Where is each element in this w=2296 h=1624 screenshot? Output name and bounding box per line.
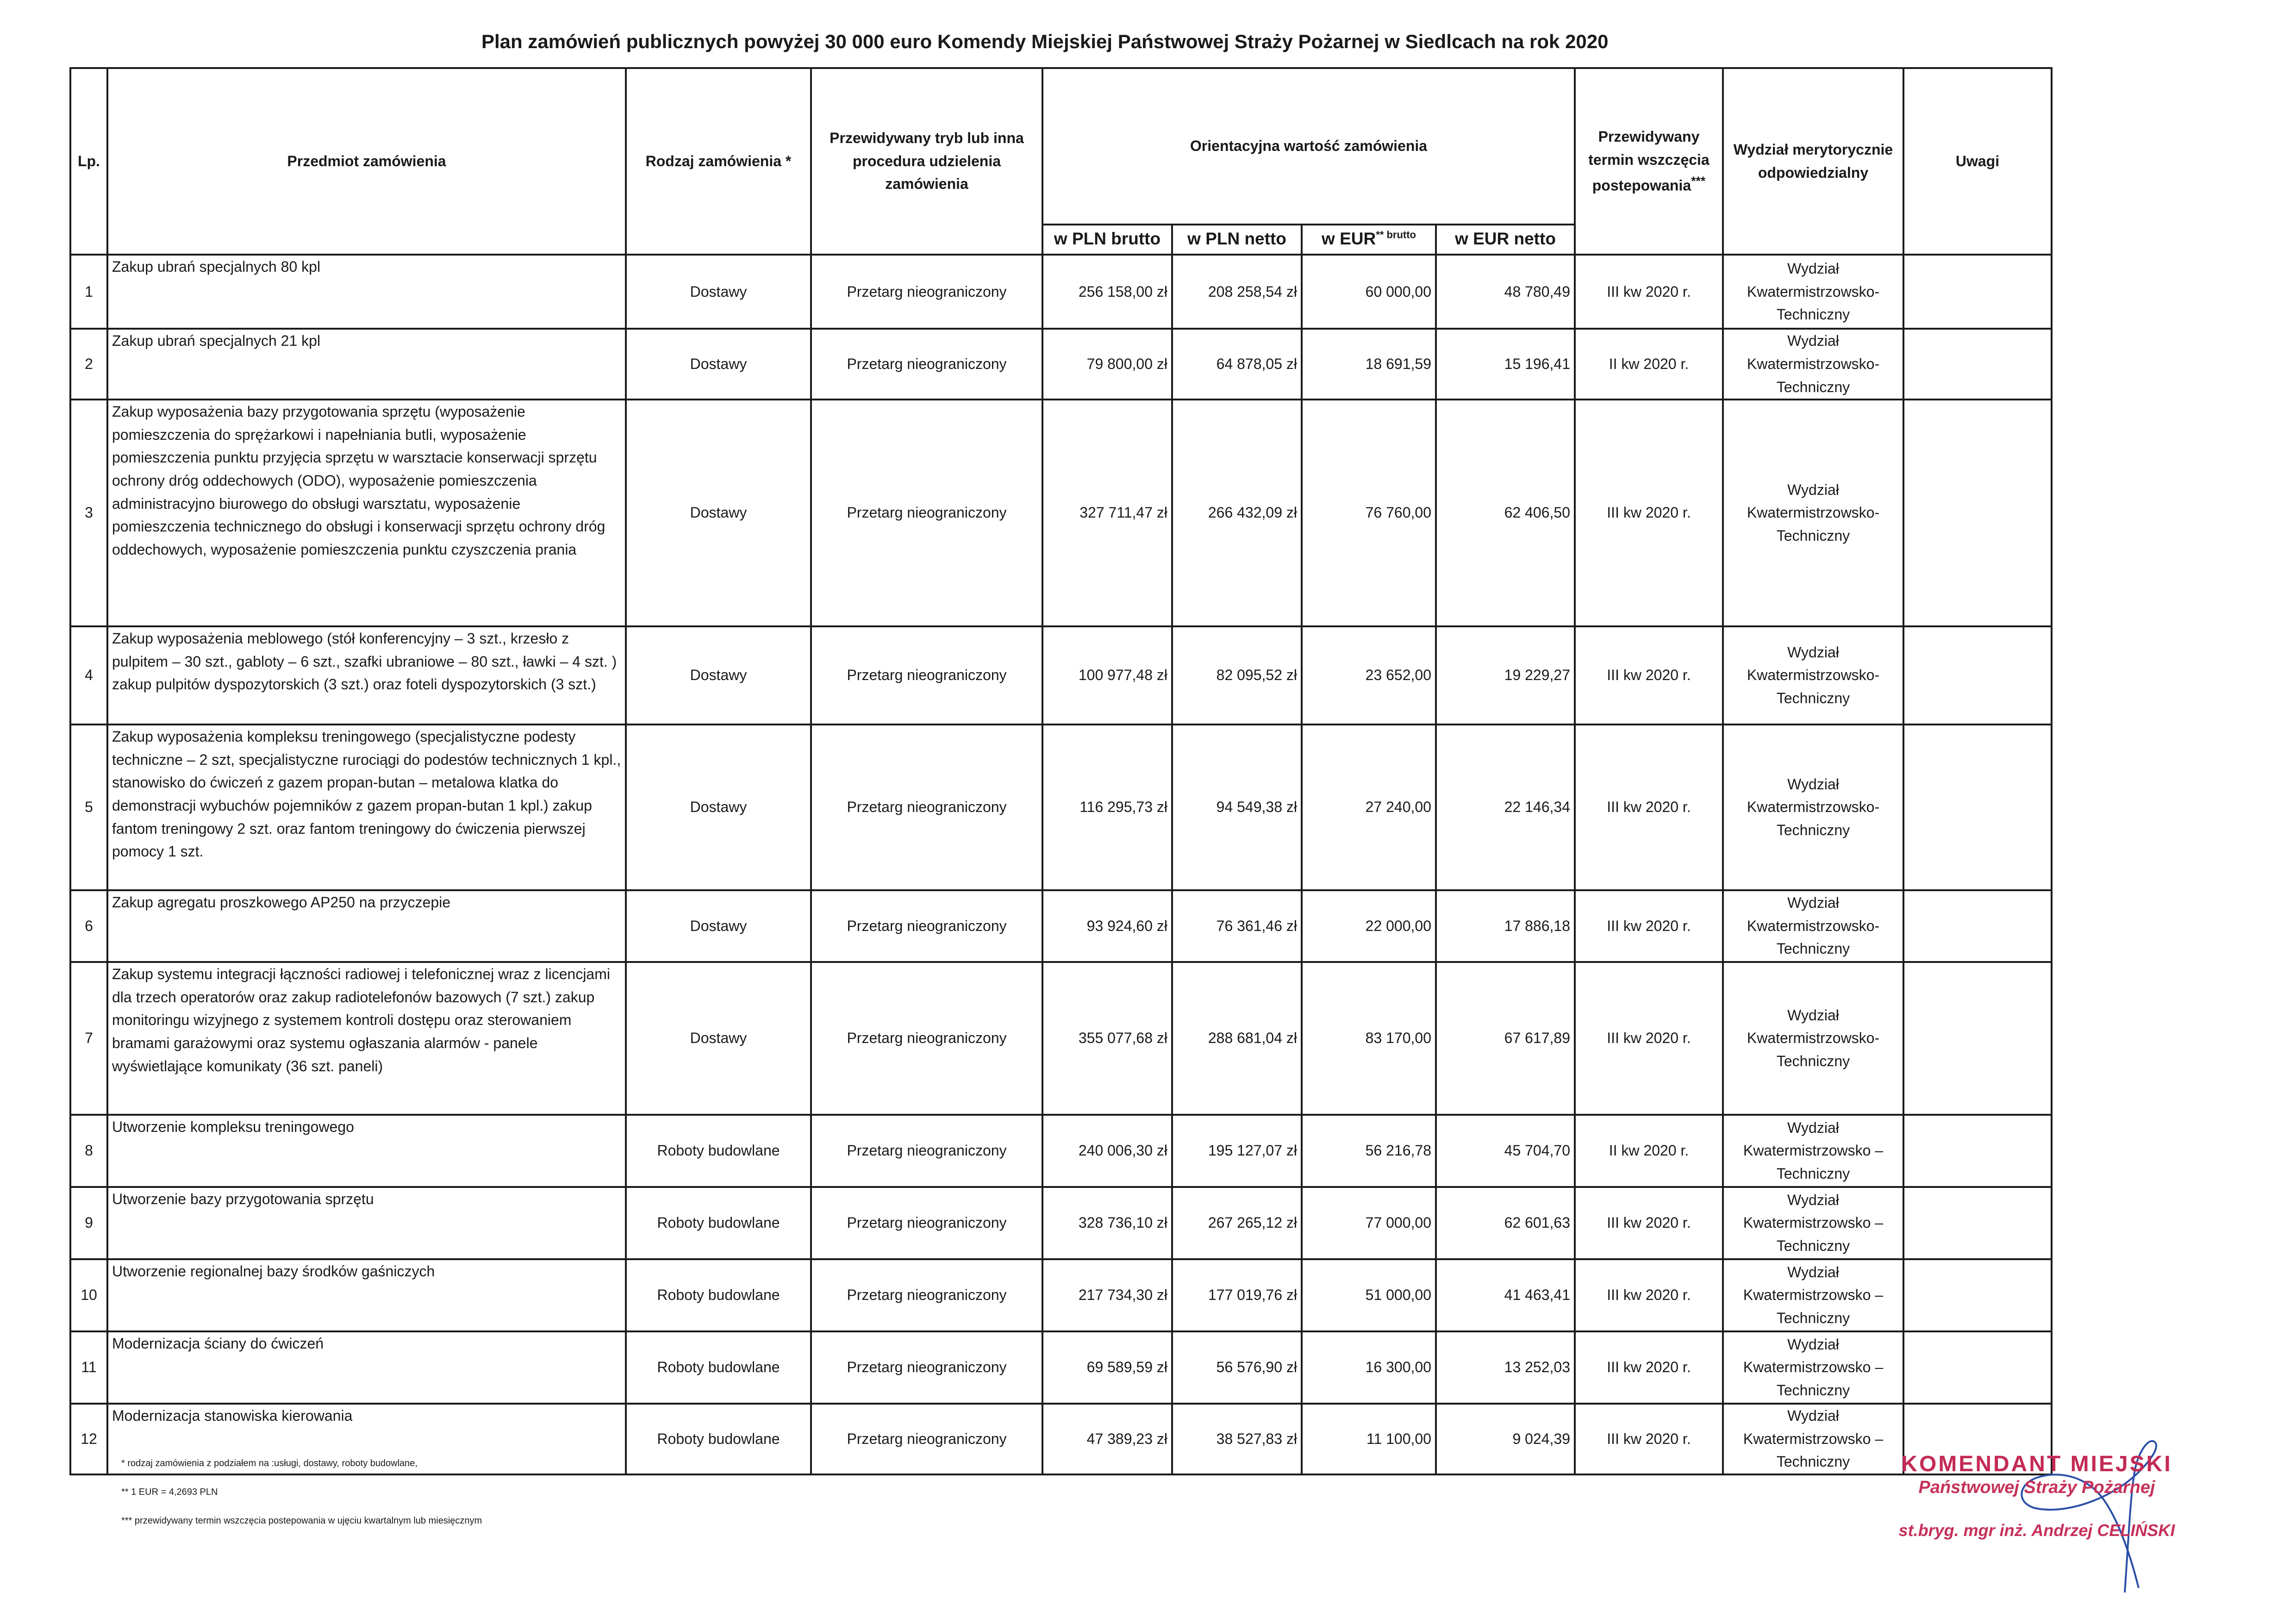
row-type: Dostawy <box>626 962 811 1115</box>
row-start-term: III kw 2020 r. <box>1575 255 1723 329</box>
row-department <box>1723 1115 1903 1187</box>
header-value-group: Orientacyjna wartość zamówienia <box>1042 68 1575 225</box>
row-department-line: Wydział <box>1787 1263 1839 1280</box>
row-lp: 4 <box>70 626 107 725</box>
row-remarks <box>1903 1331 2052 1404</box>
row-department-line: Kwatermistrzowsko- <box>1747 917 1880 934</box>
row-type: Dostawy <box>626 329 811 400</box>
row-department-line: Techniczny <box>1776 1165 1850 1182</box>
row-eur-net: 41 463,41 <box>1436 1259 1575 1331</box>
row-remarks <box>1903 1187 2052 1259</box>
row-department <box>1723 1187 1903 1259</box>
procurement-plan-table <box>69 67 2053 1475</box>
row-eur-gross: 27 240,00 <box>1302 725 1436 890</box>
header-subject: Przedmiot zamówienia <box>107 68 626 255</box>
stamp-title: KOMENDANT MIEJSKI <box>1901 1452 2172 1476</box>
row-pln-gross: 240 006,30 zł <box>1042 1115 1172 1187</box>
row-department-line: Wydział <box>1787 332 1839 350</box>
row-pln-gross: 79 800,00 zł <box>1042 329 1172 400</box>
row-pln-gross: 217 734,30 zł <box>1042 1259 1172 1331</box>
row-pln-gross: 116 295,73 zł <box>1042 725 1172 890</box>
row-pln-net: 82 095,52 zł <box>1172 626 1302 725</box>
header-eur-gross-mark: ** brutto <box>1376 229 1416 241</box>
row-start-term: III kw 2020 r. <box>1575 1187 1723 1259</box>
row-department-line: Kwatermistrzowsko- <box>1747 283 1880 300</box>
row-remarks <box>1903 962 2052 1115</box>
row-remarks <box>1903 626 2052 725</box>
row-lp: 1 <box>70 255 107 329</box>
row-department-line: Techniczny <box>1776 821 1850 838</box>
row-eur-gross: 60 000,00 <box>1302 255 1436 329</box>
row-department <box>1723 725 1903 890</box>
table-row <box>70 1259 2052 1331</box>
row-remarks <box>1903 1115 2052 1187</box>
row-procedure: Przetarg nieograniczony <box>811 962 1042 1115</box>
row-type: Roboty budowlane <box>626 1187 811 1259</box>
row-type: Dostawy <box>626 725 811 890</box>
footnotes <box>121 1458 482 1544</box>
table-row <box>70 329 2052 400</box>
row-eur-gross: 77 000,00 <box>1302 1187 1436 1259</box>
row-procedure: Przetarg nieograniczony <box>811 725 1042 890</box>
row-start-term: III kw 2020 r. <box>1575 400 1723 626</box>
table-body <box>70 255 2052 1474</box>
row-department-line: Kwatermistrzowsko – <box>1743 1287 1884 1304</box>
row-lp: 12 <box>70 1404 107 1474</box>
row-department-line: Wydział <box>1787 1006 1839 1024</box>
row-eur-net: 13 252,03 <box>1436 1331 1575 1404</box>
row-subject: Zakup wyposażenia bazy przygotowania sprzętu (wyposażenie pomieszczenia do sprężarkowi i napełniania butli, wyposażenie pomieszczenia punktu przyjęcia sprzętu w warsztacie konserwacji sprzętu ochrony dróg oddechowych (ODO), wyposażenie pomieszczenia administracyjno biurowego do obsługi warsztatu, wyposażenie pomieszczenia technicznego do obsługi i konserwacji sprzętu ochrony dróg oddechowych, wyposażenie pomieszczenia punktu czyszczenia prania <box>107 400 626 626</box>
row-lp: 11 <box>70 1331 107 1404</box>
row-pln-gross: 328 736,10 zł <box>1042 1187 1172 1259</box>
row-type: Dostawy <box>626 400 811 626</box>
row-eur-gross: 83 170,00 <box>1302 962 1436 1115</box>
row-department-line: Kwatermistrzowsko- <box>1747 667 1880 684</box>
row-eur-net: 45 704,70 <box>1436 1115 1575 1187</box>
header-lp: Lp. <box>70 68 107 255</box>
row-eur-gross: 56 216,78 <box>1302 1115 1436 1187</box>
row-department-line: Techniczny <box>1776 306 1850 323</box>
stamp-unit: Państwowej Straży Pożarnej <box>1918 1478 2155 1497</box>
row-department-line: Techniczny <box>1776 940 1850 957</box>
row-subject: Zakup systemu integracji łączności radiowej i telefonicznej wraz z licencjami dla trzech operatorów oraz zakup radiotelefonów bazowych (7 szt.) zakup monitoringu wizyjnego z systemem kontroli dostępu oraz sterowaniem bramami garażowymi oraz systemu ogłaszania alarmów - panele wyświetlające komunikaty (36 szt. paneli) <box>107 962 626 1115</box>
row-eur-net: 19 229,27 <box>1436 626 1575 725</box>
table-row <box>70 1115 2052 1187</box>
row-eur-net: 9 024,39 <box>1436 1404 1575 1474</box>
row-start-term: III kw 2020 r. <box>1575 1404 1723 1474</box>
row-department-line: Techniczny <box>1776 378 1850 395</box>
header-start-term-mark: *** <box>1691 174 1706 188</box>
row-department-line: Techniczny <box>1776 1453 1850 1470</box>
row-pln-gross: 93 924,60 zł <box>1042 890 1172 962</box>
row-subject: Modernizacja stanowiska kierowania <box>107 1404 626 1474</box>
row-start-term: II kw 2020 r. <box>1575 329 1723 400</box>
row-remarks <box>1903 329 2052 400</box>
row-department-line: Wydział <box>1787 775 1839 793</box>
row-pln-gross: 69 589,59 zł <box>1042 1331 1172 1404</box>
table-header-row <box>70 68 2052 225</box>
row-type: Dostawy <box>626 890 811 962</box>
row-type: Roboty budowlane <box>626 1259 811 1331</box>
row-department-line: Techniczny <box>1776 1052 1850 1069</box>
row-department-line: Techniczny <box>1776 527 1850 544</box>
header-procedure: Przewidywany tryb lub inna procedura udzielenia zamówienia <box>811 68 1042 255</box>
row-subject: Zakup wyposażenia kompleksu treningowego (specjalistyczne podesty techniczne – 2 szt, specjalistyczne rurociągi do podestów technicznych 1 kpl., stanowisko do ćwiczeń z gazem propan-butan – metalowa klatka do demonstracji wybuchów pojemników z gazem propan-butan 1 kpl.) zakup fantom treningowy 2 szt. oraz fantom treningowy do ćwiczenia pierwszej pomocy 1 szt. <box>107 725 626 890</box>
row-procedure: Przetarg nieograniczony <box>811 400 1042 626</box>
row-eur-gross: 18 691,59 <box>1302 329 1436 400</box>
row-pln-net: 76 361,46 zł <box>1172 890 1302 962</box>
row-procedure: Przetarg nieograniczony <box>811 1115 1042 1187</box>
row-department-line: Kwatermistrzowsko – <box>1743 1430 1884 1447</box>
header-type: Rodzaj zamówienia * <box>626 68 811 255</box>
row-procedure: Przetarg nieograniczony <box>811 626 1042 725</box>
table-row <box>70 962 2052 1115</box>
row-type: Dostawy <box>626 626 811 725</box>
header-eur-net: w EUR netto <box>1436 225 1575 255</box>
row-eur-gross: 76 760,00 <box>1302 400 1436 626</box>
table-row <box>70 400 2052 626</box>
row-department-line: Kwatermistrzowsko – <box>1743 1359 1884 1376</box>
row-pln-net: 94 549,38 zł <box>1172 725 1302 890</box>
row-department <box>1723 400 1903 626</box>
row-pln-gross: 256 158,00 zł <box>1042 255 1172 329</box>
row-start-term: III kw 2020 r. <box>1575 725 1723 890</box>
row-lp: 3 <box>70 400 107 626</box>
row-department-line: Kwatermistrzowsko – <box>1743 1214 1884 1231</box>
row-department-line: Techniczny <box>1776 689 1850 706</box>
row-pln-net: 64 878,05 zł <box>1172 329 1302 400</box>
table-row <box>70 1331 2052 1404</box>
row-remarks <box>1903 890 2052 962</box>
row-subject: Modernizacja ściany do ćwiczeń <box>107 1331 626 1404</box>
row-department-line: Kwatermistrzowsko – <box>1743 1142 1884 1159</box>
row-department-line: Techniczny <box>1776 1237 1850 1254</box>
row-department-line: Wydział <box>1787 260 1839 277</box>
table-row <box>70 890 2052 962</box>
stamp-signatory: st.bryg. mgr inż. Andrzej CELIŃSKI <box>1898 1521 2175 1540</box>
official-stamp <box>1879 1451 2194 1540</box>
row-type: Roboty budowlane <box>626 1404 811 1474</box>
header-department: Wydział merytorycznie odpowiedzialny <box>1723 68 1903 255</box>
header-start-term <box>1575 68 1723 255</box>
row-department <box>1723 626 1903 725</box>
row-start-term: III kw 2020 r. <box>1575 962 1723 1115</box>
row-procedure: Przetarg nieograniczony <box>811 1404 1042 1474</box>
row-department <box>1723 1259 1903 1331</box>
row-department <box>1723 1331 1903 1404</box>
row-subject: Utworzenie bazy przygotowania sprzętu <box>107 1187 626 1259</box>
row-start-term: III kw 2020 r. <box>1575 1331 1723 1404</box>
header-remarks: Uwagi <box>1903 68 2052 255</box>
row-remarks <box>1903 255 2052 329</box>
table-row <box>70 725 2052 890</box>
row-start-term: III kw 2020 r. <box>1575 626 1723 725</box>
footnote-order-type: * rodzaj zamówienia z podziałem na :usługi, dostawy, roboty budowlane, <box>121 1458 418 1468</box>
row-type: Roboty budowlane <box>626 1331 811 1404</box>
row-subject: Utworzenie kompleksu treningowego <box>107 1115 626 1187</box>
row-department <box>1723 329 1903 400</box>
header-pln-gross: w PLN brutto <box>1042 225 1172 255</box>
table-row <box>70 255 2052 329</box>
row-department-line: Wydział <box>1787 643 1839 661</box>
row-lp: 7 <box>70 962 107 1115</box>
row-pln-gross: 327 711,47 zł <box>1042 400 1172 626</box>
row-procedure: Przetarg nieograniczony <box>811 890 1042 962</box>
row-pln-net: 38 527,83 zł <box>1172 1404 1302 1474</box>
footnote-start-term: *** przewidywany termin wszczęcia postepowania w ujęciu kwartalnym lub miesięcznym <box>121 1516 482 1526</box>
row-lp: 8 <box>70 1115 107 1187</box>
row-procedure: Przetarg nieograniczony <box>811 255 1042 329</box>
row-lp: 9 <box>70 1187 107 1259</box>
row-type: Dostawy <box>626 255 811 329</box>
row-lp: 10 <box>70 1259 107 1331</box>
header-start-term-text: Przewidywany termin wszczęcia postepowania <box>1588 128 1710 194</box>
row-eur-net: 48 780,49 <box>1436 255 1575 329</box>
row-department <box>1723 255 1903 329</box>
row-department-line: Techniczny <box>1776 1381 1850 1399</box>
footnote-exchange-rate: ** 1 EUR = 4,2693 PLN <box>121 1487 218 1497</box>
row-eur-net: 17 886,18 <box>1436 890 1575 962</box>
row-eur-gross: 51 000,00 <box>1302 1259 1436 1331</box>
row-department-line: Kwatermistrzowsko- <box>1747 504 1880 521</box>
row-subject: Zakup agregatu proszkowego AP250 na przyczepie <box>107 890 626 962</box>
row-subject: Zakup ubrań specjalnych 21 kpl <box>107 329 626 400</box>
row-department-line: Kwatermistrzowsko- <box>1747 799 1880 816</box>
row-lp: 2 <box>70 329 107 400</box>
row-pln-net: 288 681,04 zł <box>1172 962 1302 1115</box>
row-department-line: Techniczny <box>1776 1309 1850 1326</box>
row-eur-net: 62 601,63 <box>1436 1187 1575 1259</box>
row-remarks <box>1903 1259 2052 1331</box>
row-eur-gross: 22 000,00 <box>1302 890 1436 962</box>
row-pln-net: 266 432,09 zł <box>1172 400 1302 626</box>
row-department <box>1723 1404 1903 1474</box>
row-procedure: Przetarg nieograniczony <box>811 1331 1042 1404</box>
row-procedure: Przetarg nieograniczony <box>811 1259 1042 1331</box>
row-remarks <box>1903 725 2052 890</box>
row-department-line: Kwatermistrzowsko- <box>1747 355 1880 372</box>
row-department <box>1723 890 1903 962</box>
row-lp: 6 <box>70 890 107 962</box>
row-procedure: Przetarg nieograniczony <box>811 1187 1042 1259</box>
row-type: Roboty budowlane <box>626 1115 811 1187</box>
row-department-line: Wydział <box>1787 1336 1839 1353</box>
row-lp: 5 <box>70 725 107 890</box>
row-eur-net: 67 617,89 <box>1436 962 1575 1115</box>
row-eur-gross: 16 300,00 <box>1302 1331 1436 1404</box>
row-department <box>1723 962 1903 1115</box>
table-row <box>70 626 2052 725</box>
row-department-line: Wydział <box>1787 894 1839 912</box>
header-eur-gross-text: w EUR <box>1322 229 1376 248</box>
row-remarks <box>1903 400 2052 626</box>
row-eur-net: 15 196,41 <box>1436 329 1575 400</box>
header-pln-net: w PLN netto <box>1172 225 1302 255</box>
row-department-line: Wydział <box>1787 1407 1839 1424</box>
row-pln-net: 177 019,76 zł <box>1172 1259 1302 1331</box>
row-subject: Zakup wyposażenia meblowego (stół konferencyjny – 3 szt., krzesło z pulpitem – 30 szt., gabloty – 6 szt., szafki ubraniowe – 80 szt., ławki – 4 szt. ) zakup pulpitów dyspozytorskich (3 szt.) oraz foteli dyspozytorskich (3 szt.) <box>107 626 626 725</box>
row-pln-gross: 100 977,48 zł <box>1042 626 1172 725</box>
row-procedure: Przetarg nieograniczony <box>811 329 1042 400</box>
row-pln-net: 267 265,12 zł <box>1172 1187 1302 1259</box>
row-start-term: III kw 2020 r. <box>1575 890 1723 962</box>
row-pln-gross: 355 077,68 zł <box>1042 962 1172 1115</box>
table-row <box>70 1187 2052 1259</box>
row-department-line: Wydział <box>1787 1191 1839 1208</box>
row-start-term: III kw 2020 r. <box>1575 1259 1723 1331</box>
row-eur-net: 62 406,50 <box>1436 400 1575 626</box>
header-eur-gross <box>1302 225 1436 255</box>
row-eur-net: 22 146,34 <box>1436 725 1575 890</box>
row-pln-net: 208 258,54 zł <box>1172 255 1302 329</box>
row-department-line: Kwatermistrzowsko- <box>1747 1030 1880 1047</box>
row-eur-gross: 23 652,00 <box>1302 626 1436 725</box>
row-subject: Zakup ubrań specjalnych 80 kpl <box>107 255 626 329</box>
row-pln-gross: 47 389,23 zł <box>1042 1404 1172 1474</box>
row-subject: Utworzenie regionalnej bazy środków gaśniczych <box>107 1259 626 1331</box>
row-eur-gross: 11 100,00 <box>1302 1404 1436 1474</box>
row-department-line: Wydział <box>1787 481 1839 498</box>
page-title: Plan zamówień publicznych powyżej 30 000 euro Komendy Miejskiej Państwowej Straży Pożarnej w Siedlcach na rok 2020 <box>481 31 1609 52</box>
row-start-term: II kw 2020 r. <box>1575 1115 1723 1187</box>
row-department-line: Wydział <box>1787 1119 1839 1136</box>
row-pln-net: 56 576,90 zł <box>1172 1331 1302 1404</box>
row-pln-net: 195 127,07 zł <box>1172 1115 1302 1187</box>
